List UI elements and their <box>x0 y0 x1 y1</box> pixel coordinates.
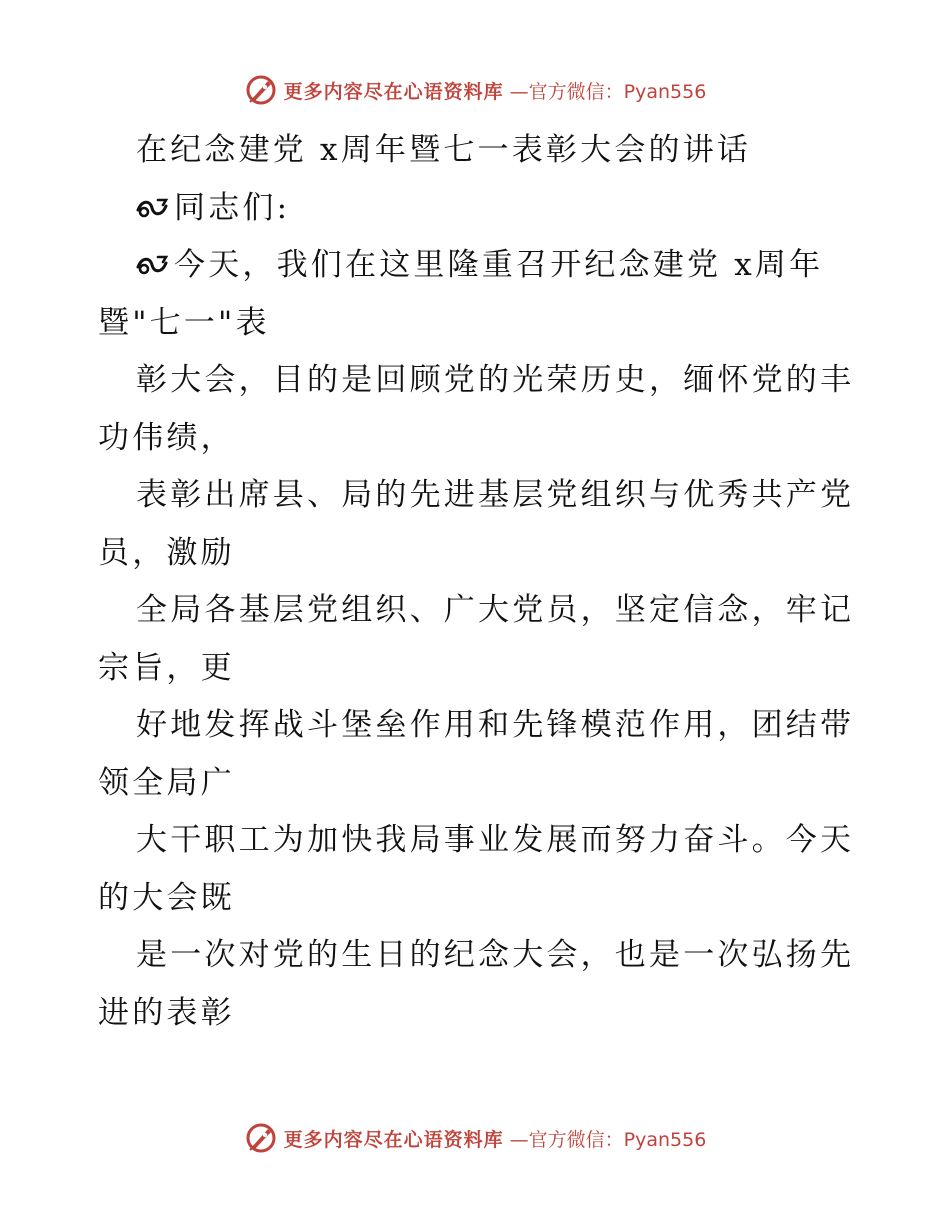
document-line <box>98 352 858 410</box>
document-line <box>98 755 858 813</box>
document-line <box>98 812 858 870</box>
document-line-text: 好地发挥战斗堡垒作用和先锋模范作用，团结带 <box>136 707 855 743</box>
document-line-text: 同志们: <box>174 189 291 226</box>
document-line-text: 进的表彰 <box>98 994 235 1031</box>
document-body <box>98 122 858 1042</box>
watermark-contact-text: —官方微信：Pyan556 <box>509 80 707 103</box>
fleuron-icon <box>136 239 170 263</box>
document-line-text: 员，激励 <box>98 534 235 571</box>
document-line <box>98 640 858 698</box>
document-line <box>98 525 858 583</box>
document-line <box>98 122 858 180</box>
document-line-text: 在纪念建党 x周年暨七一表彰大会的讲话 <box>136 132 752 168</box>
watermark-brand-text: 更多内容尽在心语资料库 <box>283 80 504 103</box>
document-line <box>98 180 858 238</box>
watermark-banner-top <box>0 70 950 110</box>
document-line-text: 的大会既 <box>98 879 235 916</box>
document-line-text: 是一次对党的生日的纪念大会，也是一次弘扬先 <box>136 937 855 973</box>
fleuron-icon <box>136 182 170 206</box>
document-line-text: 全局各基层党组织、广大党员，坚定信念，牢记 <box>136 592 855 628</box>
document-line <box>98 985 858 1043</box>
document-line-text: 暨"七一"表 <box>98 304 270 341</box>
watermark-brand-text: 更多内容尽在心语资料库 <box>283 1128 504 1151</box>
document-line <box>98 582 858 640</box>
document-line <box>98 237 858 295</box>
document-line <box>98 697 858 755</box>
document-line-text: 宗旨，更 <box>98 649 235 686</box>
document-line <box>98 410 858 468</box>
watermark-banner-bottom <box>0 1118 950 1158</box>
document-line-text: 表彰出席县、局的先进基层党组织与优秀共产党 <box>136 477 855 513</box>
watermark-contact-text: —官方微信：Pyan556 <box>509 1128 707 1151</box>
document-line-text: 大干职工为加快我局事业发展而努力奋斗。今天 <box>136 822 855 858</box>
document-line <box>98 295 858 353</box>
document-line <box>98 927 858 985</box>
quill-pen-logo-icon <box>244 1121 278 1155</box>
quill-pen-logo-icon <box>244 73 278 107</box>
document-line-text: 功伟绩， <box>98 419 235 456</box>
document-line <box>98 870 858 928</box>
document-line-text: 今天，我们在这里隆重召开纪念建党 x周年 <box>174 247 824 283</box>
document-line <box>98 467 858 525</box>
document-line-text: 彰大会，目的是回顾党的光荣历史，缅怀党的丰 <box>136 362 855 398</box>
document-line-text: 领全局广 <box>98 764 235 801</box>
